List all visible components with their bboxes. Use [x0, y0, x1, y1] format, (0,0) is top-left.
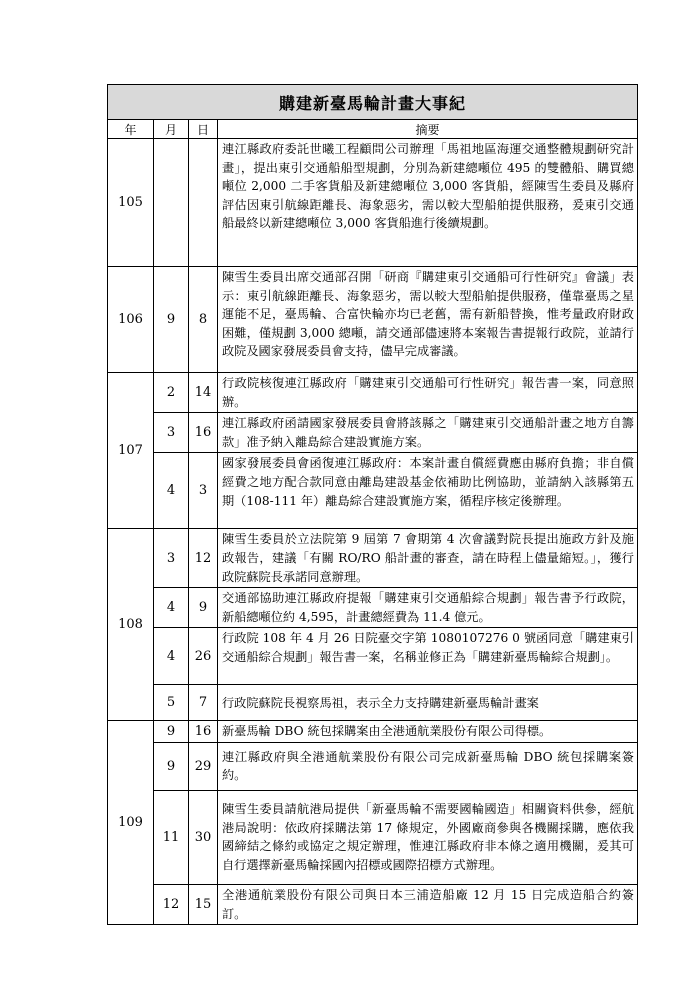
summary-cell: 交通部協助連江縣政府提報「購建東引交通船綜合規劃」報告書予行政院，新船總噸位約 4,595，計畫總經費為 11.4 億元。 — [218, 588, 638, 628]
summary-cell: 新臺馬輪 DBO 統包採購案由全港通航業股份有限公司得標。 — [218, 721, 638, 743]
day-cell: 14 — [189, 373, 218, 413]
day-cell: 29 — [189, 742, 218, 790]
summary-cell: 連江縣政府委託世曦工程顧問公司辦理「馬祖地區海運交通整體規劃研究計畫」，提出東引交通船船型規劃，分別為新建總噸位 495 的雙體船、購買總噸位 2,000 二手客貨船及新建總噸位 3,000 客貨船，經陳雪生委員及縣府評估因東引航線距離長、海象惡劣，需以較大型船舶提供服務，爰東引交通船最終以新建總噸位 3,000 客貨船進行後續規劃。 — [218, 139, 638, 267]
month-cell: 12 — [154, 884, 189, 924]
summary-cell: 陳雪生委員於立法院第 9 屆第 7 會期第 4 次會議對院長提出施政方針及施政報告，建議「有關 RO/RO 船計畫的審查，請在時程上儘量縮短。」，獲行政院蘇院長承諾同意辦理。 — [218, 529, 638, 588]
table-row — [108, 413, 638, 453]
table-row — [108, 742, 638, 790]
day-cell: 9 — [189, 588, 218, 628]
header-day: 日 — [189, 120, 218, 139]
table-row — [108, 373, 638, 413]
month-cell — [154, 139, 189, 267]
year-cell: 105 — [108, 139, 154, 267]
day-cell: 7 — [189, 685, 218, 721]
table-row — [108, 685, 638, 721]
year-cell: 106 — [108, 267, 154, 373]
table-row — [108, 529, 638, 588]
month-cell: 4 — [154, 453, 189, 529]
header-year: 年 — [108, 120, 154, 139]
summary-cell: 連江縣政府與全港通航業股份有限公司完成新臺馬輪 DBO 統包採購案簽約。 — [218, 742, 638, 790]
month-cell: 5 — [154, 685, 189, 721]
day-cell: 26 — [189, 628, 218, 685]
table-row — [108, 453, 638, 529]
month-cell: 3 — [154, 413, 189, 453]
day-cell: 12 — [189, 529, 218, 588]
month-cell: 2 — [154, 373, 189, 413]
day-cell: 8 — [189, 267, 218, 373]
events-sheet — [107, 84, 638, 925]
table-row — [108, 588, 638, 628]
day-cell: 16 — [189, 413, 218, 453]
month-cell: 4 — [154, 588, 189, 628]
summary-cell: 行政院 108 年 4 月 26 日院臺交字第 1080107276 0 號函同意「購建東引交通船綜合規劃」報告書一案，名稱並修正為「購建新臺馬輪綜合規劃」。 — [218, 628, 638, 685]
table-row — [108, 790, 638, 884]
summary-cell: 連江縣政府函請國家發展委員會將該縣之「購建東引交通船計畫之地方自籌款」准予納入離島綜合建設實施方案。 — [218, 413, 638, 453]
summary-cell: 陳雪生委員出席交通部召開「研商『購建東引交通船可行性研究』會議」表示：東引航線距離長、海象惡劣，需以較大型船舶提供服務，僅靠臺馬之星運能不足，臺馬輪、合富快輪亦均已老舊，需有新船替換，惟考量政府財政困難，僅規劃 3,000 總噸，請交通部儘速將本案報告書提報行政院，並請行政院及國家發展委員會支持，儘早完成審議。 — [218, 267, 638, 373]
table-row — [108, 628, 638, 685]
table-row — [108, 721, 638, 743]
year-cell: 108 — [108, 529, 154, 721]
year-cell: 109 — [108, 721, 154, 925]
summary-cell: 國家發展委員會函復連江縣政府：本案計畫自償經費應由縣府負擔；非自償經費之地方配合款同意由離島建設基金依補助比例協助，並請納入該縣第五期（108-111 年）離島綜合建設實施方案，循程序核定後辦理。 — [218, 453, 638, 529]
month-cell: 9 — [154, 721, 189, 743]
table-row — [108, 884, 638, 924]
summary-cell: 陳雪生委員請航港局提供「新臺馬輪不需要國輪國造」相關資料供參，經航港局說明：依政府採購法第 17 條規定，外國廠商參與各機關採購，應依我國締結之條約或協定之規定辦理，惟連江縣政府非本條之適用機關，爰其可自行選擇新臺馬輪採國內招標或國際招標方式辦理。 — [218, 790, 638, 884]
table-row — [108, 139, 638, 267]
month-cell: 11 — [154, 790, 189, 884]
summary-cell: 行政院核復連江縣政府「購建東引交通船可行性研究」報告書一案，同意照辦。 — [218, 373, 638, 413]
day-cell: 30 — [189, 790, 218, 884]
day-cell — [189, 139, 218, 267]
day-cell: 15 — [189, 884, 218, 924]
table-row — [108, 267, 638, 373]
month-cell: 9 — [154, 742, 189, 790]
year-cell: 107 — [108, 373, 154, 529]
table-title: 購建新臺馬輪計畫大事紀 — [108, 85, 638, 120]
header-summary: 摘要 — [218, 120, 638, 139]
summary-cell: 全港通航業股份有限公司與日本三浦造船廠 12 月 15 日完成造船合約簽訂。 — [218, 884, 638, 924]
header-month: 月 — [154, 120, 189, 139]
month-cell: 9 — [154, 267, 189, 373]
events-table — [107, 84, 638, 925]
day-cell: 3 — [189, 453, 218, 529]
month-cell: 4 — [154, 628, 189, 685]
month-cell: 3 — [154, 529, 189, 588]
day-cell: 16 — [189, 721, 218, 743]
summary-cell: 行政院蘇院長視察馬祖，表示全力支持購建新臺馬輪計畫案 — [218, 685, 638, 721]
